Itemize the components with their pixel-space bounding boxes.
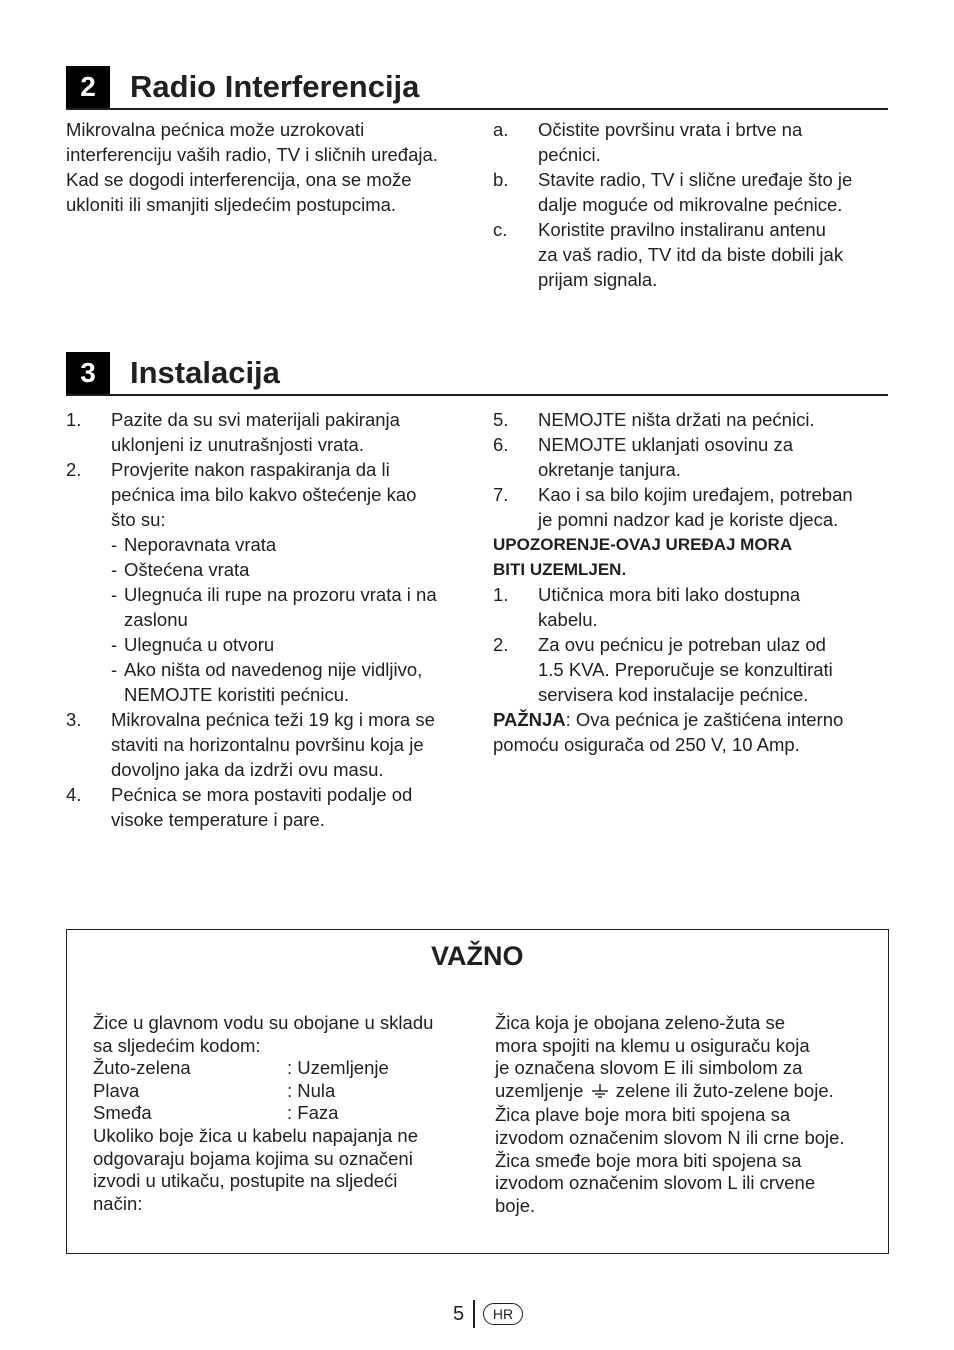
section-number: 3 (66, 352, 110, 394)
list-marker: 1. (493, 584, 509, 605)
list-item (66, 407, 466, 457)
list-line: Koristite pravilno instaliranu antenu (538, 219, 826, 240)
text-line: način: (93, 1192, 143, 1214)
list-item (493, 217, 888, 292)
wire-color: Žuto-zelena (93, 1057, 191, 1079)
section-3-header (66, 352, 888, 396)
wire-color: Plava (93, 1079, 140, 1101)
list-marker: c. (493, 219, 508, 240)
important-title: VAŽNO (431, 941, 524, 971)
list-item (493, 632, 888, 707)
list-item (66, 782, 466, 832)
list-line: 1.5 KVA. Preporučuje se konzultirati (538, 659, 833, 680)
list-marker: 2. (66, 459, 82, 480)
list-marker: 2. (493, 634, 509, 655)
list-marker: 7. (493, 484, 509, 505)
list-line: Stavite radio, TV i slične uređaje što je (538, 169, 853, 190)
note-line: pomoću osigurača od 250 V, 10 Amp. (493, 734, 800, 755)
list-line: Ako ništa od navedenog nije vidljivo, (124, 659, 423, 680)
list-line: Oštećena vrata (124, 559, 250, 580)
text-fragment: uzemljenje (495, 1079, 584, 1101)
list-line: zaslonu (124, 609, 188, 630)
list-line: Očistite površinu vrata i brtve na (538, 119, 803, 140)
list-item (493, 167, 888, 217)
list-marker: 3. (66, 709, 82, 730)
list-line: Ulegnuća ili rupe na prozoru vrata i na (124, 584, 437, 605)
intro-line: interferenciju vaših radio, TV i sličnih uređaja. (66, 144, 438, 165)
wire-color: Smeđa (93, 1102, 152, 1124)
wire-code-row (93, 1057, 473, 1080)
list-marker: 6. (493, 434, 509, 455)
warning-line: UPOZORENJE-OVAJ UREĐAJ MORA (493, 535, 793, 554)
list-marker: 4. (66, 784, 82, 805)
dash-marker: - (111, 659, 118, 680)
dash-marker: - (111, 584, 118, 605)
text-line: izvodom označenim slovom N ili crne boje. (495, 1126, 845, 1148)
list-line: visoke temperature i pare. (111, 809, 325, 830)
list-line: NEMOJTE koristiti pećnicu. (124, 684, 350, 705)
list-line: Pazite da su svi materijali pakiranja (111, 409, 400, 430)
list-line: uklonjeni iz unutrašnjosti vrata. (111, 434, 364, 455)
list-line: što su: (111, 509, 166, 530)
list-line: Neporavnata vrata (124, 534, 277, 555)
important-left (93, 1012, 473, 1215)
text-line: Žica smeđe boje mora biti spojena sa (495, 1149, 802, 1171)
wire-code-row (93, 1102, 473, 1125)
list-line: NEMOJTE uklanjati osovinu za (538, 434, 793, 455)
text-line: Žica plave boje mora biti spojena sa (495, 1104, 791, 1126)
text-line: mora spojiti na klemu u osiguraču koja (495, 1034, 810, 1056)
list-line: Mikrovalna pećnica teži 19 kg i mora se (111, 709, 435, 730)
list-line: servisera kod instalacije pećnice. (538, 684, 809, 705)
damage-item (66, 657, 466, 707)
intro-line: Mikrovalna pećnica može uzrokovati (66, 119, 365, 140)
section-2-header (66, 66, 888, 110)
list-line: pećnica ima bilo kakvo oštećenje kao (111, 484, 417, 505)
text-fragment: zelene ili žuto-zelene boje. (615, 1079, 834, 1101)
ground-line (495, 1080, 880, 1105)
list-line: okretanje tanjura. (538, 459, 681, 480)
list-marker: 5. (493, 409, 509, 430)
list-line: staviti na horizontalnu površinu koja je (111, 734, 424, 755)
intro-line: ukloniti ili smanjiti sljedećim postupcima. (66, 194, 397, 215)
section-2-intro (66, 117, 466, 217)
text-line: odgovaraju bojama kojima su označeni (93, 1147, 413, 1169)
list-line: kabelu. (538, 609, 598, 630)
section-3-right (493, 407, 888, 757)
wire-meaning: : Nula (287, 1079, 336, 1101)
list-line: NEMOJTE ništa držati na pećnici. (538, 409, 815, 430)
list-item (493, 582, 888, 632)
fuse-note (493, 707, 888, 732)
section-number: 2 (66, 66, 110, 108)
text-line: izvodom označenim slovom L ili crvene (495, 1172, 816, 1194)
list-line: Ulegnuća u otvoru (124, 634, 275, 655)
language-badge: HR (483, 1303, 523, 1325)
wire-meaning: : Uzemljenje (287, 1057, 389, 1079)
page-number: 5 (453, 1303, 465, 1325)
list-line: Pećnica se mora postaviti podalje od (111, 784, 413, 805)
important-right (495, 1012, 880, 1217)
warning-line: BITI UZEMLJEN. (493, 560, 627, 579)
list-line: prijam signala. (538, 269, 658, 290)
list-item (66, 457, 466, 532)
list-item (493, 407, 888, 432)
text-line: Žice u glavnom vodu su obojane u skladu (93, 1012, 434, 1033)
list-line: Utičnica mora biti lako dostupna (538, 584, 801, 605)
list-line: Kao i sa bilo kojim uređajem, potreban (538, 484, 853, 505)
note-text: : Ova pećnica je zaštićena interno (565, 709, 844, 730)
section-3-left (66, 407, 466, 832)
damage-item (66, 557, 466, 582)
dash-marker: - (111, 634, 118, 655)
section-title: Radio Interferencija (130, 69, 420, 104)
list-line: Provjerite nakon raspakiranja da li (111, 459, 390, 480)
damage-item (66, 532, 466, 557)
footer-divider (473, 1300, 475, 1328)
section-title: Instalacija (130, 355, 280, 390)
text-line: boje. (495, 1194, 536, 1216)
damage-item (66, 632, 466, 657)
list-line: Za ovu pećnicu je potreban ulaz od (538, 634, 826, 655)
list-marker: 1. (66, 409, 82, 430)
list-line: pećnici. (538, 144, 601, 165)
earth-ground-icon (591, 1082, 609, 1105)
list-line: dalje moguće od mikrovalne pećnice. (538, 194, 843, 215)
wire-code-row (93, 1080, 473, 1103)
note-label: PAŽNJA (493, 709, 566, 730)
important-box (66, 929, 889, 1254)
dash-marker: - (111, 559, 118, 580)
wire-code-table (93, 1057, 473, 1125)
list-item (493, 432, 888, 482)
text-line: izvodi u utikaču, postupite na sljedeći (93, 1170, 398, 1192)
list-marker: a. (493, 119, 509, 140)
grounding-warning (493, 532, 888, 582)
text-line: Žica koja je obojana zeleno-žuta se (495, 1012, 786, 1033)
list-item (493, 482, 888, 532)
list-marker: b. (493, 169, 509, 190)
wire-meaning: : Faza (287, 1102, 339, 1124)
list-item (493, 117, 888, 167)
damage-item (66, 582, 466, 632)
list-line: dovoljno jaka da izdrži ovu masu. (111, 759, 384, 780)
text-line: Ukoliko boje žica u kabelu napajanja ne (93, 1124, 418, 1146)
text-line: je označena slovom E ili simbolom za (495, 1057, 803, 1079)
list-item (66, 707, 466, 782)
section-2-list (493, 117, 888, 292)
text-line: sa sljedećim kodom: (93, 1034, 261, 1056)
list-line: je pomni nadzor kad je koriste djeca. (538, 509, 839, 530)
dash-marker: - (111, 534, 118, 555)
list-line: za vaš radio, TV itd da biste dobili jak (538, 244, 844, 265)
intro-line: Kad se dogodi interferencija, ona se može (66, 169, 412, 190)
